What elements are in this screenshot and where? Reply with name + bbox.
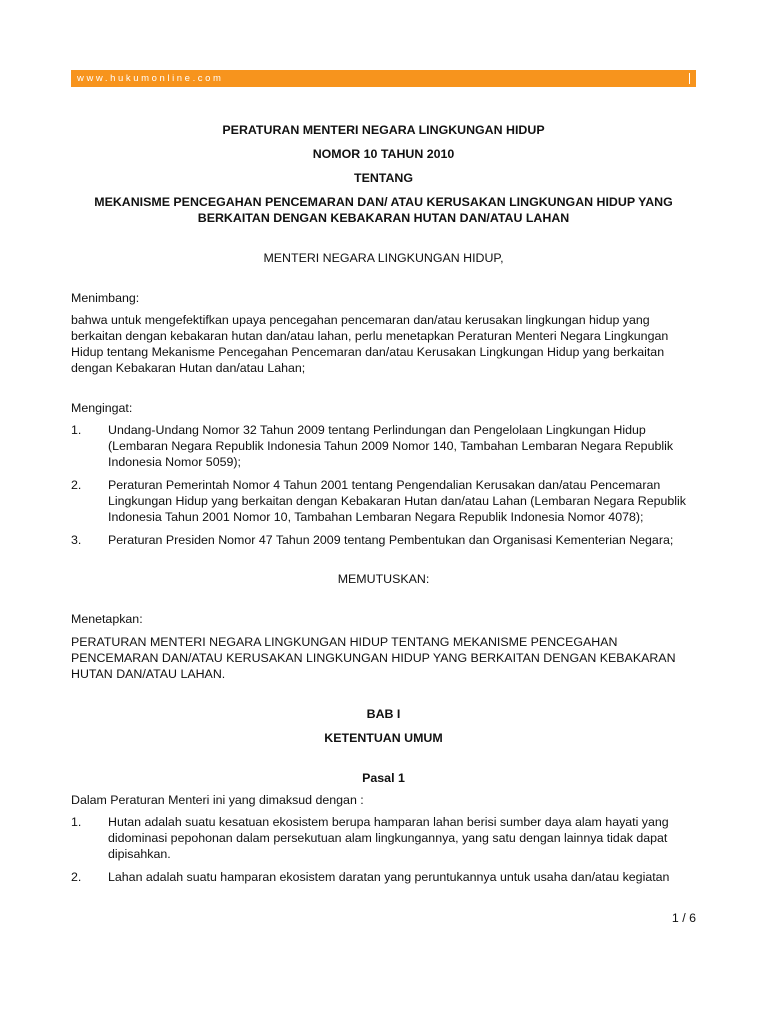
page-number: 1 / 6 — [671, 911, 696, 925]
list-text: Peraturan Presiden Nomor 47 Tahun 2009 tentang Pembentukan dan Organisasi Kementerian Negara; — [108, 533, 674, 547]
list-number: 3. — [71, 533, 82, 547]
menteri-heading: MENTERI NEGARA LINGKUNGAN HIDUP, — [263, 251, 504, 265]
menimbang-label: Menimbang: — [71, 291, 140, 305]
pasal-label: Pasal 1 — [362, 771, 405, 785]
list-item — [71, 422, 696, 470]
mengingat-label: Mengingat: — [71, 401, 133, 415]
mengingat-list — [71, 422, 696, 548]
list-text: Peraturan Pemerintah Nomor 4 Tahun 2001 tentang Pengendalian Kerusakan dan/atau Pencemaran Lingkungan Hidup yang berkaitan dengan Kebakaran Hutan dan/atau Lahan (Lembaran Negara Republik Indonesia Tahun 2001 Nomor 10, Tambahan Lembaran Negara Republik Indonesia Nomor 4078); — [108, 478, 686, 524]
title-line-4: MEKANISME PENCEGAHAN PENCEMARAN DAN/ ATAU KERUSAKAN LINGKUNGAN HIDUP YANG — [94, 195, 673, 209]
bab-label: BAB I — [366, 707, 401, 721]
list-number: 2. — [71, 870, 82, 884]
title-line-2: NOMOR 10 TAHUN 2010 — [312, 147, 455, 161]
list-item — [71, 869, 696, 885]
site-url[interactable]: www.hukumonline.com — [77, 73, 224, 84]
list-text: Lahan adalah suatu hamparan ekosistem daratan yang peruntukannya untuk usaha dan/atau kegiatan — [108, 870, 670, 884]
menetapkan-label: Menetapkan: — [71, 612, 143, 626]
list-text: Undang-Undang Nomor 32 Tahun 2009 tentang Perlindungan dan Pengelolaan Lingkungan Hidup (Lembaran Negara Republik Indonesia Tahun 2009 Nomor 140, Tambahan Lembaran Negara Republik Indonesia Nomor 5059); — [108, 423, 674, 469]
memutuskan-heading: MEMUTUSKAN: — [337, 572, 430, 586]
list-number: 1. — [71, 815, 82, 829]
header-tick — [689, 73, 690, 84]
pasal-list — [71, 814, 696, 885]
title-line-1: PERATURAN MENTERI NEGARA LINGKUNGAN HIDUP — [222, 123, 545, 137]
document-body — [71, 122, 696, 892]
list-number: 1. — [71, 423, 82, 437]
list-number: 2. — [71, 478, 82, 492]
pasal-intro: Dalam Peraturan Menteri ini yang dimaksud dengan : — [71, 793, 364, 807]
title-line-5: BERKAITAN DENGAN KEBAKARAN HUTAN DAN/ATAU LAHAN — [197, 211, 570, 225]
list-item — [71, 814, 696, 862]
menimbang-text: bahwa untuk mengefektifkan upaya pencegahan pencemaran dan/atau kerusakan lingkungan hidup yang berkaitan dengan kebakaran hutan dan/atau lahan, perlu menetapkan Peraturan Menteri Negara Lingkungan Hidup tentang Mekanisme Pencegahan Pencemaran dan/atau Kerusakan Lingkungan Hidup yang berkaitan dengan Kebakaran Hutan dan/atau Lahan; — [71, 313, 669, 375]
title-line-3: TENTANG — [354, 171, 413, 185]
bab-title: KETENTUAN UMUM — [324, 731, 443, 745]
menetapkan-text: PERATURAN MENTERI NEGARA LINGKUNGAN HIDUP TENTANG MEKANISME PENCEGAHAN PENCEMARAN DAN/ATAU KERUSAKAN LINGKUNGAN HIDUP YANG BERKAITAN DENGAN KEBAKARAN HUTAN DAN/ATAU LAHAN. — [71, 635, 676, 681]
list-text: Hutan adalah suatu kesatuan ekosistem berupa hamparan lahan berisi sumber daya alam hayati yang didominasi pepohonan dalam persekutuan alam lingkungannya, yang satu dengan lainnya tidak dapat dipisahkan. — [108, 815, 669, 861]
list-item — [71, 532, 696, 548]
list-item — [71, 477, 696, 525]
header-bar — [71, 70, 696, 87]
